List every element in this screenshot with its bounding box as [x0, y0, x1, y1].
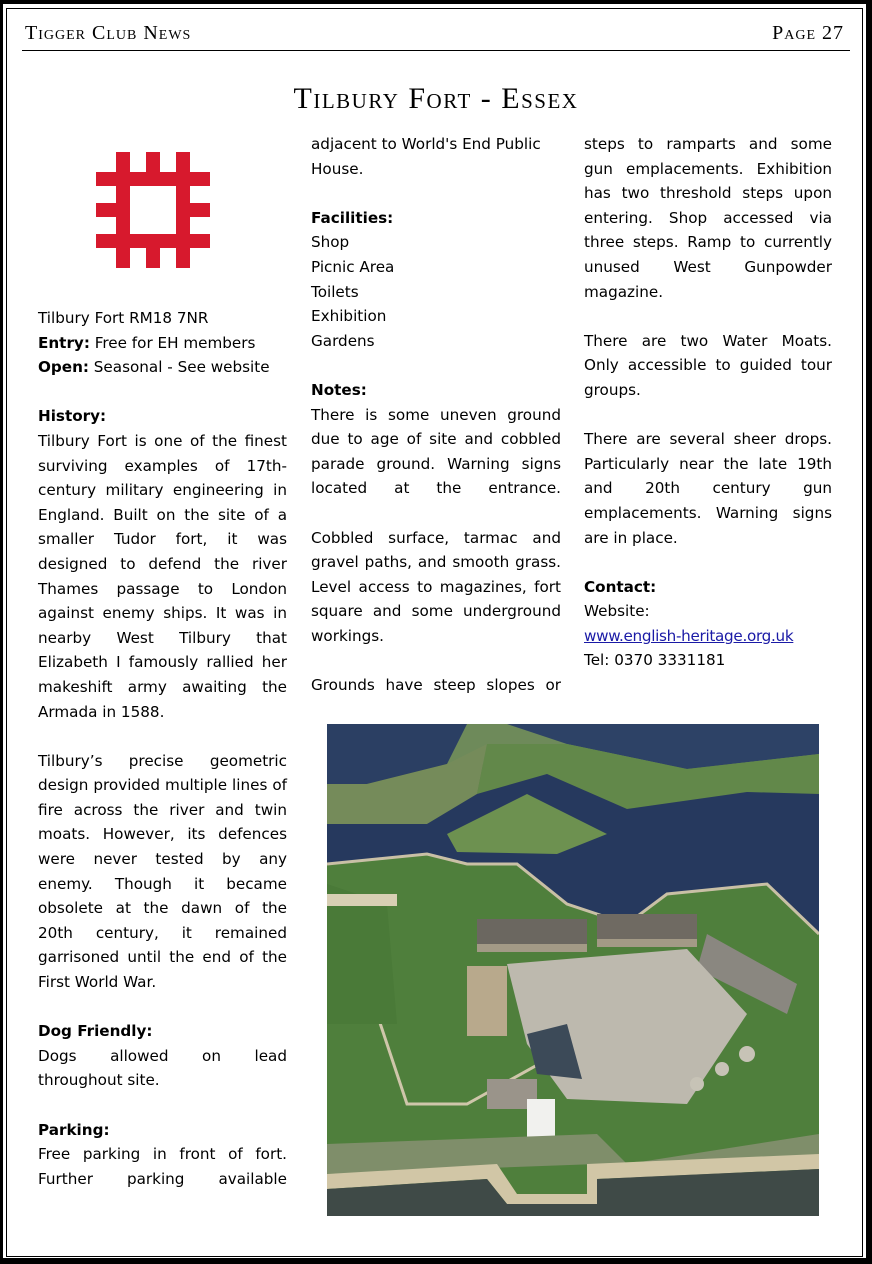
publication-name: Tigger Club News: [25, 22, 192, 44]
page-header: [22, 18, 850, 51]
entry-info: [38, 331, 287, 356]
dog-friendly-heading: Dog Friendly:: [38, 1022, 153, 1041]
notes-paragraph-5: There are several sheer drops. Particularly near the late 19th and 20th century gun emplacements. Warning signs are in place.: [584, 430, 832, 547]
parking-text: Free parking in front of fort. Further parking available: [38, 1145, 287, 1188]
address: Tilbury Fort RM18 7NR: [38, 309, 209, 327]
history-paragraph-1: Tilbury Fort is one of the finest surviving examples of 17th-century military engineering in England. Built on the site of a smaller Tudor fort, it was designed to defend the river Thames passage to London against enemy ships. It was in nearby West Tilbury that Elizabeth I famously rallied her makeshift army awaiting the Armada in 1588.: [38, 431, 287, 721]
facility-item: Picnic Area: [311, 257, 395, 276]
parking-text-continued: adjacent to World's End Public House.: [311, 135, 541, 178]
contact-heading: Contact:: [584, 577, 657, 596]
notes-paragraph-1: There is some uneven ground due to age of site and cobbled parade ground. Warning signs located at the entrance.: [311, 405, 561, 498]
notes-paragraph-3-start: Grounds have steep slopes or: [311, 676, 561, 695]
history-heading: History:: [38, 407, 107, 426]
article-title: Tilbury Fort - Essex: [293, 82, 579, 115]
column-right: [584, 132, 832, 673]
open-value: Seasonal - See website: [88, 358, 270, 377]
parking-heading: Parking:: [38, 1120, 110, 1139]
facility-item: Gardens: [311, 331, 375, 350]
history-paragraph-2: Tilbury’s precise geometric design provided multiple lines of fire across the river and twin moats. However, its defences were never tested by any enemy. Though it became obsolete at the dawn of the 20th century, it remained garrisoned until the end of the First World War.: [38, 751, 287, 992]
facility-item: Toilets: [311, 282, 359, 301]
column-middle: [311, 132, 561, 698]
website-link[interactable]: www.english-heritage.org.uk: [584, 626, 794, 645]
aerial-photo-tilbury-fort: [327, 724, 819, 1216]
entry-label: Entry:: [38, 333, 90, 352]
notes-paragraph-2: Cobbled surface, tarmac and gravel paths, and smooth grass. Level access to magazines, fort square and some underground workings.: [311, 528, 561, 645]
page-number: Page 27: [772, 22, 844, 44]
facilities-heading: Facilities:: [311, 208, 394, 227]
telephone: Tel: 0370 3331181: [584, 651, 726, 670]
website-label: Website:: [584, 602, 650, 621]
dog-friendly-text: Dogs allowed on lead throughout site.: [38, 1046, 287, 1090]
facility-item: Shop: [311, 233, 350, 252]
column-left: [38, 306, 287, 1191]
entry-value: Free for EH members: [89, 333, 256, 352]
notes-paragraph-3-continued: steps to ramparts and some gun emplacements. Exhibition has two threshold steps upon entering. Shop accessed via three steps. Ramp to currently unused West Gunpowder magazine.: [584, 135, 832, 301]
notes-heading: Notes:: [311, 380, 367, 399]
facility-item: Exhibition: [311, 307, 387, 326]
open-label: Open:: [38, 358, 89, 377]
english-heritage-logo-icon: [96, 152, 210, 268]
open-info: [38, 355, 287, 380]
notes-paragraph-4: There are two Water Moats. Only accessible to guided tour groups.: [584, 331, 832, 399]
